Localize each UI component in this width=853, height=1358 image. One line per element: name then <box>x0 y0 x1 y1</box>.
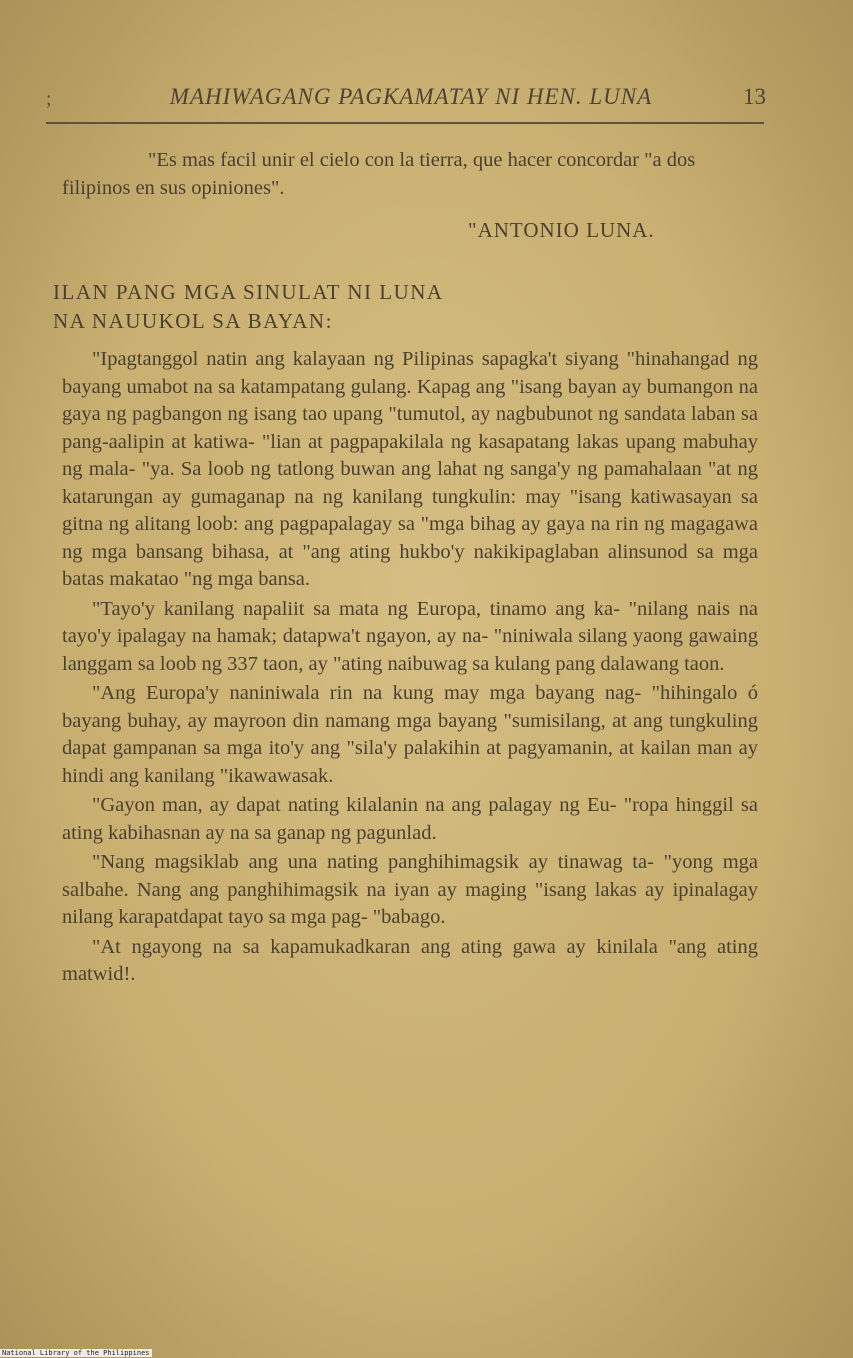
section-heading <box>53 278 444 336</box>
page-header <box>46 84 766 118</box>
epigraph-attribution: "ANTONIO LUNA. <box>468 218 655 242</box>
paragraph: "Nang magsiklab ang una nating panghihimagsik ay tinawag ta- "yong mga salbahe. Nang ang panghihimagsik na iyan ay maging "isang lakas ay ipinalagay nilang karapatdapat tayo sa mga pag- "babago. <box>62 851 758 928</box>
paragraph: "At ngayong na sa kapamukadkaran ang ating gawa ay kinilala "ang ating matwid!. <box>62 935 758 985</box>
body-text <box>62 346 758 991</box>
epigraph <box>62 147 758 202</box>
section-heading-line-1: ILAN PANG MGA SINULAT NI LUNA <box>53 280 444 304</box>
paragraph: "Ang Europa'y naniniwala rin na kung may mga bayang nag- "hihingalo ó bayang buhay, ay mayroon din namang mga bayang "sumisilang, at ang tungkuling dapat gampanan sa mga ito'y ang "sila'y palakihin at pagyamanin, at kailan man ay hindi ang kanilang "ikawawasak. <box>62 682 758 787</box>
page-number: 13 <box>743 84 766 109</box>
header-rule <box>46 122 764 124</box>
section-heading-line-2: NA NAUUKOL SA BAYAN: <box>53 309 333 333</box>
paragraph: "Ipagtanggol natin ang kalayaan ng Pilipinas sapagka't siyang "hinahangad ng bayang umabot na sa katampatang gulang. Kapag ang "isang bayan ay bumangon na gaya ng pagbangon ng isang tao upang "tumutol, ay nagbubunot ng sandata laban sa pang-aalipin at katiwa- "lian at pagpapakilala ng kasapatang lakas upang mabuhay ng mala- "ya. Sa loob ng tatlong buwan ang lahat ng sanga'y ng pamahalaan "at ng katarungan ay gumaganap na ng kanilang tungkulin: may "isang katiwasayan sa gitna ng alitang loob: ang pagpapalagay sa "mga bihag ay gaya na rin ng magagawa ng mga bansang bihasa, at "ang ating hukbo'y nakikipaglaban alinsunod sa mga batas makatao "ng mga bansa. <box>62 348 758 590</box>
epigraph-text: "Es mas facil unir el cielo con la tierra, que hacer concordar "a dos filipinos en sus opiniones". <box>62 149 696 199</box>
running-title: MAHIWAGANG PAGKAMATAY NI HEN. LUNA <box>169 84 653 109</box>
paragraph: "Tayo'y kanilang napaliit sa mata ng Europa, tinamo ang ka- "nilang nais na tayo'y ipalagay na hamak; datapwa't ngayon, ay na- "niniwala silang yaong gawaing langgam sa loob ng 337 taon, ay "ating naibuwag sa kulang pang dalawang taon. <box>62 597 758 675</box>
header-mark: ; <box>46 88 52 110</box>
paragraph: "Gayon man, ay dapat nating kilalanin na ang palagay ng Eu- "ropa hinggil sa ating kabihasnan ay na sa ganap ng pagunlad. <box>62 794 758 844</box>
library-watermark: National Library of the Philippines <box>2 1349 150 1357</box>
